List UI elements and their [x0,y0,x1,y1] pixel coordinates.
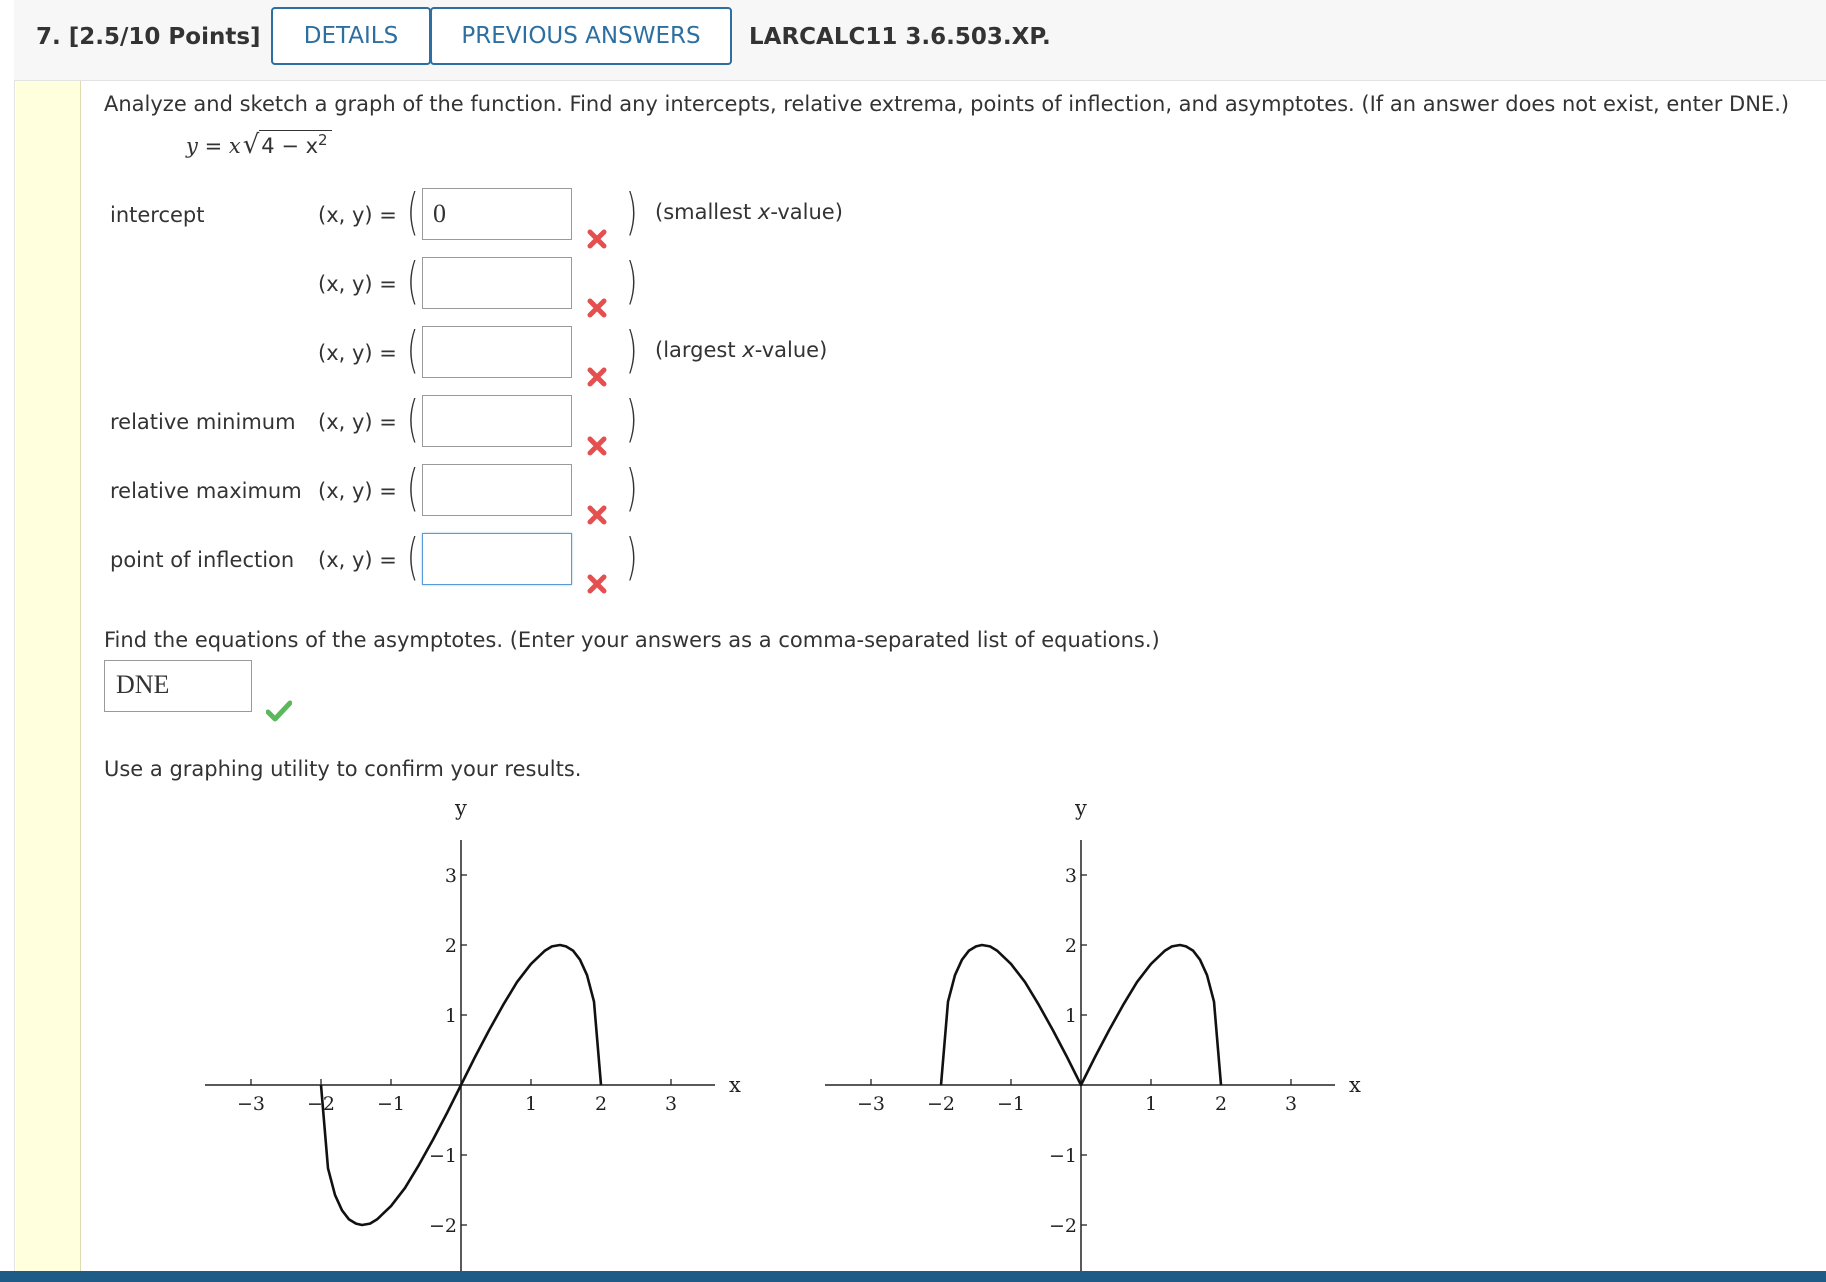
x-tick-label: 3 [664,1093,678,1115]
x-tick-label: −3 [236,1093,266,1115]
x-tick-label: −2 [306,1093,336,1115]
open-paren: ( [406,459,419,517]
x-tick-label: −1 [996,1093,1026,1115]
x-mark-icon [586,435,608,457]
xy-label: (x, y) = [318,548,397,572]
open-paren: ( [406,183,419,241]
details-button[interactable]: DETAILS [271,7,431,65]
row-label: point of inflection [110,548,295,572]
check-mark-icon [266,700,292,722]
y-tick-label: −1 [1048,1145,1077,1167]
question-number: 7. [36,24,61,50]
graph-prompt: Use a graphing utility to confirm your results. [104,757,582,781]
xy-label: (x, y) = [318,410,397,434]
graph-1-svg [185,790,765,1271]
function-exponent: 2 [318,131,328,149]
y-tick-label: 3 [1064,865,1077,887]
x-tick-label: 3 [1284,1093,1298,1115]
close-paren: ) [625,459,638,517]
question-gutter [16,81,81,1271]
bottom-bar [0,1271,1826,1282]
x-mark-icon [586,504,608,526]
graph-option-1[interactable] [185,790,765,1271]
x-tick-label: −3 [856,1093,886,1115]
xy-label: (x, y) = [318,479,397,503]
y-tick-label: 2 [1064,935,1077,957]
question-left-border [14,0,15,1271]
answer-input[interactable] [422,257,572,309]
y-tick-label: 1 [444,1005,457,1027]
problem-code: LARCALC11 3.6.503.XP. [749,24,1051,50]
y-tick-label: −1 [428,1145,457,1167]
row-note: (largest x-value) [655,338,828,362]
open-paren: ( [406,321,419,379]
row-label: relative maximum [110,479,302,503]
x-tick-label: 1 [1144,1093,1158,1115]
x-mark-icon [586,297,608,319]
x-tick-label: −1 [376,1093,406,1115]
answer-input[interactable] [422,464,572,516]
row-label: intercept [110,203,205,227]
answer-input[interactable] [422,395,572,447]
y-tick-label: 1 [1064,1005,1077,1027]
function-factor: x [228,134,241,158]
x-tick-label: 2 [594,1093,608,1115]
y-axis-label: y [1075,796,1087,820]
asymptote-input[interactable]: DNE [104,660,252,712]
close-paren: ) [625,252,638,310]
row-label: relative minimum [110,410,296,434]
question-prompt: Analyze and sketch a graph of the function. Find any intercepts, relative extrema, points of inflection, and asymptotes. (If an answer does not exist, enter DNE.) [104,92,1790,116]
y-tick-label: 2 [444,935,457,957]
xy-label: (x, y) = [318,341,397,365]
close-paren: ) [625,183,638,241]
question-points: [2.5/10 Points] [68,24,261,50]
y-tick-label: −2 [1048,1215,1077,1237]
x-mark-icon [586,573,608,595]
open-paren: ( [406,252,419,310]
function-equals: = [204,134,223,158]
x-tick-label: 1 [524,1093,538,1115]
answer-input[interactable] [422,188,572,240]
graph-option-2[interactable] [805,790,1385,1271]
answer-input[interactable] [422,326,572,378]
close-paren: ) [625,321,638,379]
close-paren: ) [625,528,638,586]
function-lhs: y [186,134,198,158]
radical-sign-icon: √ [242,130,260,160]
function-radicand: $4 - x^2$ [259,130,331,158]
xy-label: (x, y) = [318,203,397,227]
y-tick-label: 3 [444,865,457,887]
row-note: (smallest x-value) [655,200,843,224]
y-axis-label: y [455,796,467,820]
close-paren: ) [625,390,638,448]
x-mark-icon [586,366,608,388]
asymptote-prompt: Find the equations of the asymptotes. (Enter your answers as a comma-separated list of equations.) [104,628,1160,652]
previous-answers-button[interactable]: PREVIOUS ANSWERS [430,7,732,65]
x-axis-label: x [1349,1073,1361,1097]
answer-input[interactable] [422,533,572,585]
x-mark-icon [586,228,608,250]
question-header [14,0,1826,81]
x-tick-label: −2 [926,1093,956,1115]
x-axis-label: x [729,1073,741,1097]
xy-label: (x, y) = [318,272,397,296]
graph-2-svg [805,790,1385,1271]
function-expression [186,130,332,160]
open-paren: ( [406,528,419,586]
question-title [36,24,261,50]
open-paren: ( [406,390,419,448]
y-tick-label: −2 [428,1215,457,1237]
x-tick-label: 2 [1214,1093,1228,1115]
